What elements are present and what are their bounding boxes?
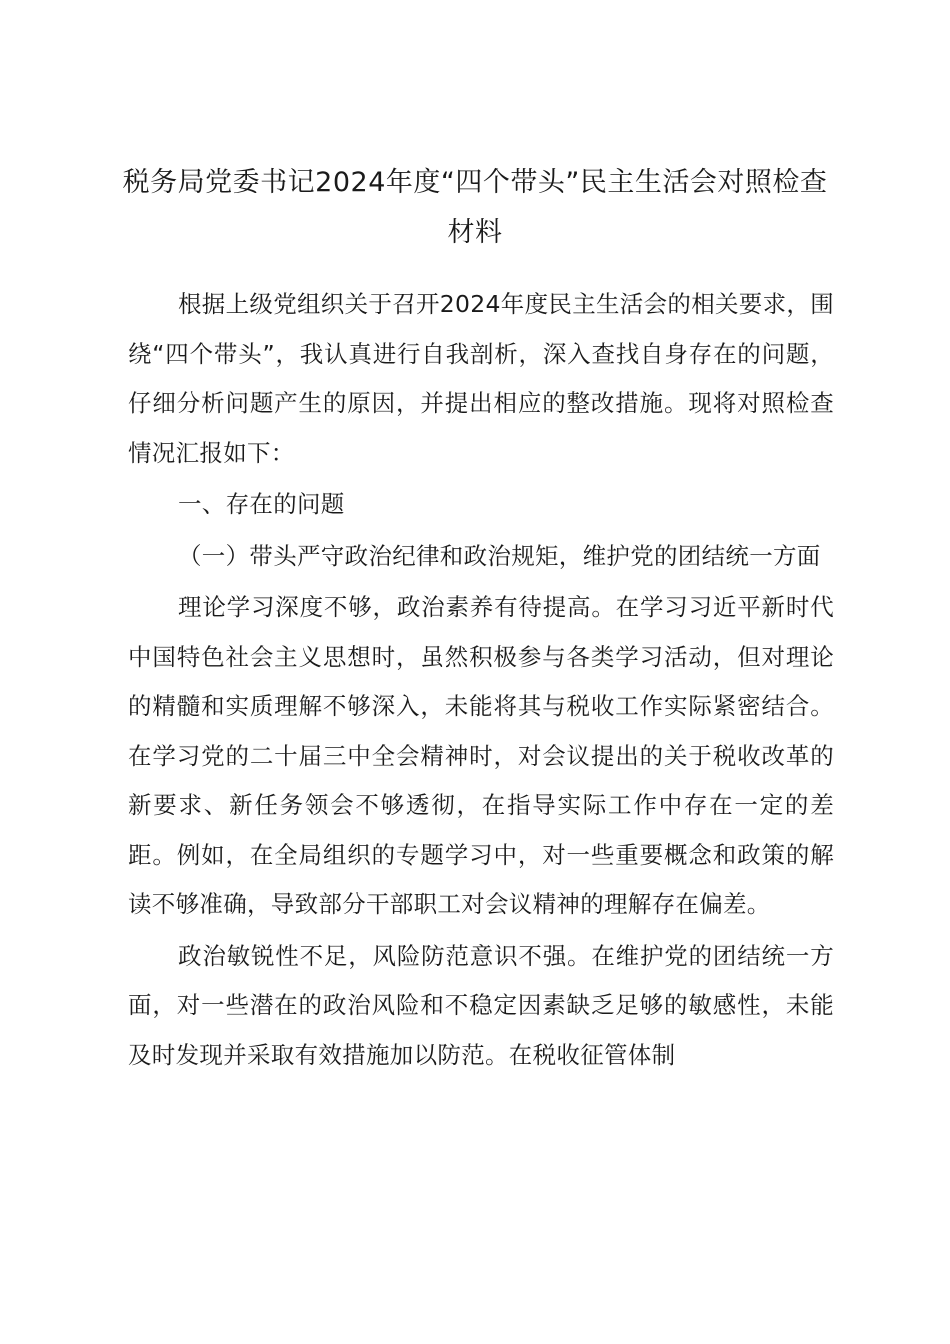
body-paragraph: 政治敏锐性不足，风险防范意识不强。在维护党的团结统一方面，对一些潜在的政治风险和不稳定因素缺乏足够的敏感性，未能及时发现并采取有效措施加以防范。在税收征管体制 xyxy=(128,941,834,1069)
section-heading-problems: 一、存在的问题 xyxy=(178,490,345,518)
body-paragraph: 理论学习深度不够，政治素养有待提高。在学习习近平新时代中国特色社会主义思想时，虽然积极参与各类学习活动，但对理论的精髓和实质理解不够深入，未能将其与税收工作实际紧密结合。在学习党的二十届三中全会精神时，对会议提出的关于税收改革的新要求、新任务领会不够透彻，在指导实际工作中存在一定的差距。例如，在全局组织的专题学习中，对一些重要概念和政策的解读不够准确，导致部分干部职工对会议精神的理解存在偏差。 xyxy=(128,593,834,918)
document-title: 税务局党委书记2024年度“四个带头”民主生活会对照检查材料 xyxy=(122,167,828,248)
subsection-heading-1: （一）带头严守政治纪律和政治规矩，维护党的团结统一方面 xyxy=(178,541,821,570)
document-body xyxy=(128,280,834,1080)
intro-paragraph: 根据上级党组织关于召开2024年度民主生活会的相关要求，围绕“四个带头”，我认真进行自我剖析，深入查找自身存在的问题，仔细分析问题产生的原因，并提出相应的整改措施。现将对照检查情况汇报如下： xyxy=(128,290,835,467)
